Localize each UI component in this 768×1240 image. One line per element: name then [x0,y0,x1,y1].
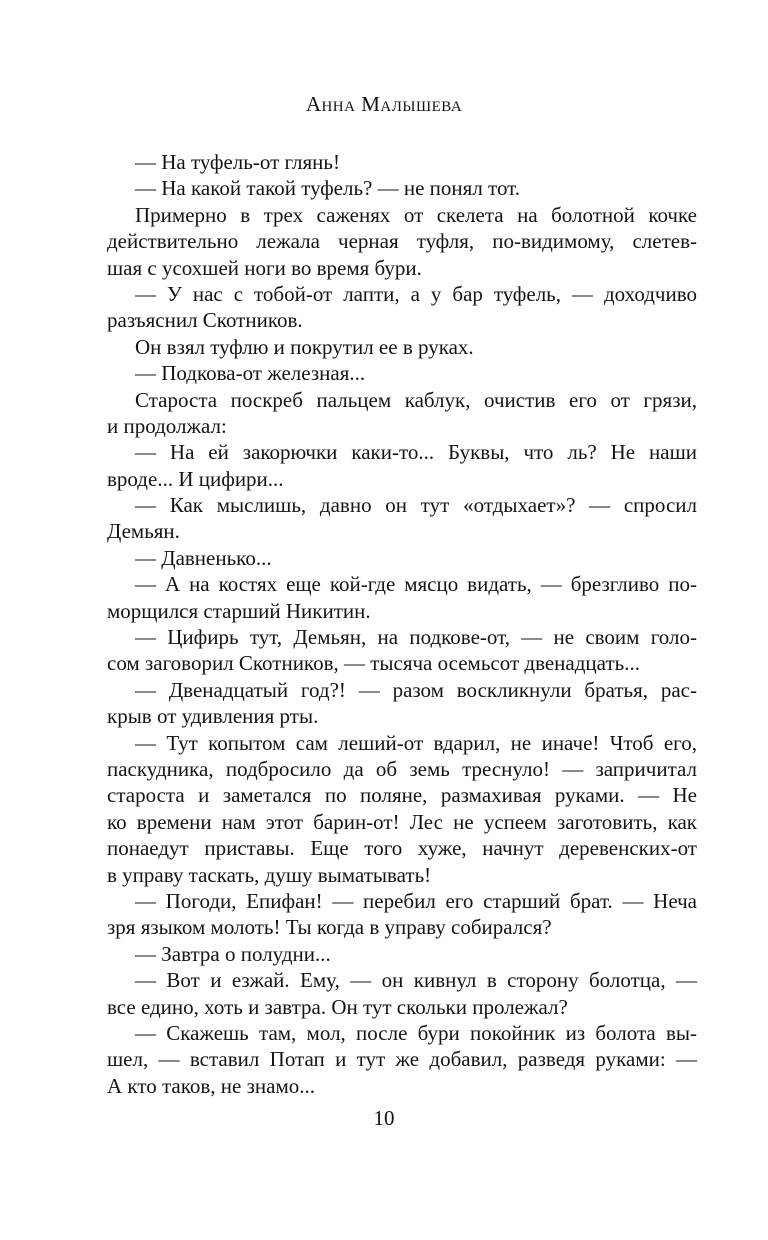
text-line: паскудника, подбросило да об земь треснуло! — запричитал [107,756,697,781]
text-line: — На ей закорючки каки-то... Буквы, что ль? Не наши [135,440,697,465]
text-line: — Погоди, Епифан! — перебил его старший брат. — Неча [135,888,697,913]
text-line: староста и заметался по поляне, размахивая руками. — Не [107,783,697,808]
text-line: сом заговорил Скотников, — тысяча осемьсот двенадцать... [107,651,640,676]
text-line: Примерно в трех саженях от скелета на болотной кочке [135,202,697,227]
text-line: шая с усохшей ноги во время бури. [107,255,422,280]
text-line: действительно лежала черная туфля, по-видимому, слетев- [107,229,697,254]
text-line: — Как мыслишь, давно он тут «отдыхает»? — спросил [135,493,697,518]
body-text [107,149,697,1099]
text-line: ко времени нам этот барин-от! Лес не успеем заготовить, как [107,809,697,834]
text-line: — У нас с тобой-от лапти, а у бар туфель, — доходчиво [135,281,697,306]
text-line: — Давненько... [135,545,272,570]
text-line: — На какой такой туфель? — не понял тот. [135,176,521,201]
text-line: — Цифирь тут, Демьян, на подкове-от, — не своим голо- [135,625,697,650]
text-line: Он взял туфлю и покрутил ее в руках. [135,334,474,359]
text-line: и продолжал: [107,413,227,438]
page-number: 10 [373,1106,395,1130]
text-line: понаедут приставы. Еще того хуже, начнут деревенских-от [107,836,697,861]
text-line: вроде... И цифири... [107,466,284,491]
text-line: крыв от удивления рты. [107,704,319,729]
text-line: морщился старший Никитин. [107,598,371,623]
text-line: в управу таскать, душу выматывать! [107,862,432,887]
text-line: шел, — вставил Потап и тут же добавил, разведя руками: — [107,1047,697,1072]
text-line: — На туфель-от глянь! [135,150,340,174]
text-line: — Тут копытом сам леший-от вдарил, не иначе! Чтоб его, [135,730,697,755]
text-line: разъяснил Скотников. [107,308,303,333]
text-line: зря языком молоть! Ты когда в управу собирался? [107,915,552,940]
running-head-author: Анна Малышева [305,92,463,116]
text-line: — Завтра о полудни... [135,941,331,966]
text-line: — Двенадцатый год?! — разом воскликнули братья, рас- [135,677,697,702]
text-line: Демьян. [107,519,180,544]
text-line: А кто таков, не знамо... [107,1073,316,1098]
text-line: — Вот и езжай. Ему, — он кивнул в сторону болотца, — [135,968,697,993]
text-line: все едино, хоть и завтра. Он тут скольки пролежал? [107,994,568,1019]
text-line: Староста поскреб пальцем каблук, очистив его от грязи, [135,387,697,412]
text-line: — Скажешь там, мол, после бури покойник из болота вы- [135,1020,697,1045]
text-line: — Подкова-от железная... [135,361,366,386]
text-line: — А на костях еще кой-где мясцо видать, — брезгливо по- [135,572,697,597]
